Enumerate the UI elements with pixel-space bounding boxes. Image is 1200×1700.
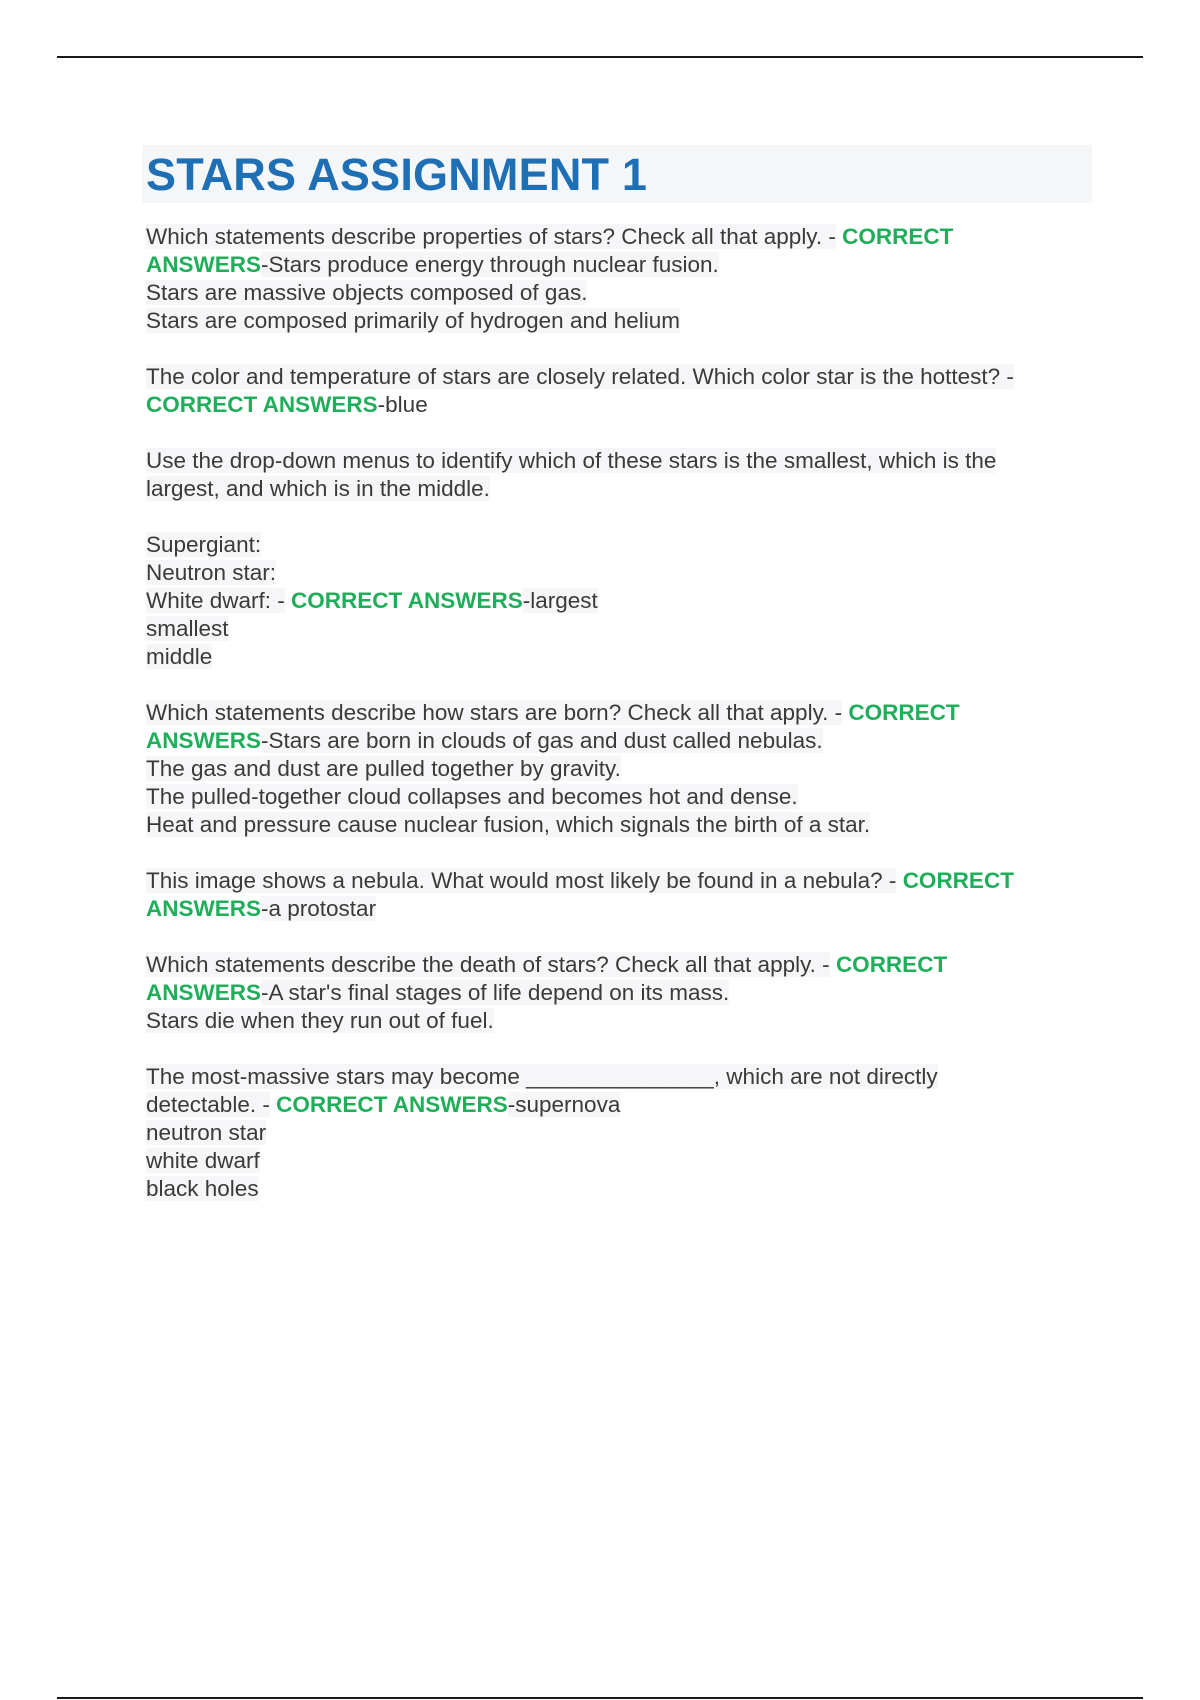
question-text: largest, and which is in the middle. [146, 476, 490, 501]
answer-text: white dwarf [146, 1148, 260, 1173]
answer-text: smallest [146, 616, 229, 641]
answer-text: middle [146, 644, 213, 669]
answer-text: -a protostar [261, 896, 377, 921]
answer-text: The pulled-together cloud collapses and becomes hot and dense. [146, 784, 798, 809]
answer-text: The gas and dust are pulled together by gravity. [146, 756, 621, 781]
answer-text: -largest [522, 588, 598, 613]
answer-text: Stars are massive objects composed of gas. [146, 280, 588, 305]
correct-answers-label: CORRECT ANSWERS [276, 1092, 508, 1117]
question-text: Use the drop-down menus to identify which of these stars is the smallest, which is the [146, 448, 997, 473]
qa-item [142, 1063, 1092, 1203]
correct-answers-label: CORRECT [835, 952, 948, 977]
question-text: This image shows a nebula. What would most likely be found in a nebula? - [146, 868, 897, 893]
correct-answers-label: CORRECT ANSWERS [146, 392, 378, 417]
answer-text: -A star's final stages of life depend on its mass. [261, 980, 730, 1005]
question-text: Neutron star: [146, 560, 277, 585]
question-text: The most-massive stars may become _______________, which are not directly [146, 1064, 938, 1089]
answer-text: Stars die when they run out of fuel. [146, 1008, 494, 1033]
qa-item [142, 223, 1092, 335]
answer-text: black holes [146, 1176, 259, 1201]
question-text: Supergiant: [146, 532, 262, 557]
question-text: Which statements describe the death of stars? Check all that apply. - [146, 952, 830, 977]
question-text: Which statements describe how stars are born? Check all that apply. - [146, 700, 843, 725]
correct-answers-label: ANSWERS [146, 252, 262, 277]
answer-text: -blue [377, 392, 428, 417]
page-title: STARS ASSIGNMENT 1 [146, 148, 648, 200]
answer-text: -Stars produce energy through nuclear fusion. [261, 252, 719, 277]
answer-text: Heat and pressure cause nuclear fusion, which signals the birth of a star. [146, 812, 871, 837]
qa-item [142, 867, 1092, 923]
question-text: The color and temperature of stars are closely related. Which color star is the hottest? - [146, 364, 1014, 389]
bottom-rule [57, 1697, 1143, 1699]
qa-item [142, 699, 1092, 839]
correct-answers-label: CORRECT [842, 224, 954, 249]
answer-text: neutron star [146, 1120, 267, 1145]
qa-item [142, 447, 1092, 671]
qa-list [142, 223, 1092, 1203]
document-body [142, 145, 1092, 1231]
question-text: White dwarf: - [146, 588, 285, 613]
correct-answers-label: ANSWERS [146, 980, 262, 1005]
correct-answers-label: ANSWERS [146, 896, 262, 921]
correct-answers-label: ANSWERS [146, 728, 262, 753]
title-band [142, 145, 1092, 203]
correct-answers-label: CORRECT [848, 700, 960, 725]
qa-item [142, 951, 1092, 1035]
correct-answers-label: CORRECT ANSWERS [291, 588, 523, 613]
question-text: detectable. - [146, 1092, 270, 1117]
question-text: Which statements describe properties of stars? Check all that apply. - [146, 224, 836, 249]
top-rule [57, 56, 1143, 58]
answer-text: -Stars are born in clouds of gas and dust called nebulas. [261, 728, 823, 753]
qa-item [142, 363, 1092, 419]
correct-answers-label: CORRECT [902, 868, 1014, 893]
answer-text: Stars are composed primarily of hydrogen and helium [146, 308, 681, 333]
answer-text: -supernova [507, 1092, 621, 1117]
